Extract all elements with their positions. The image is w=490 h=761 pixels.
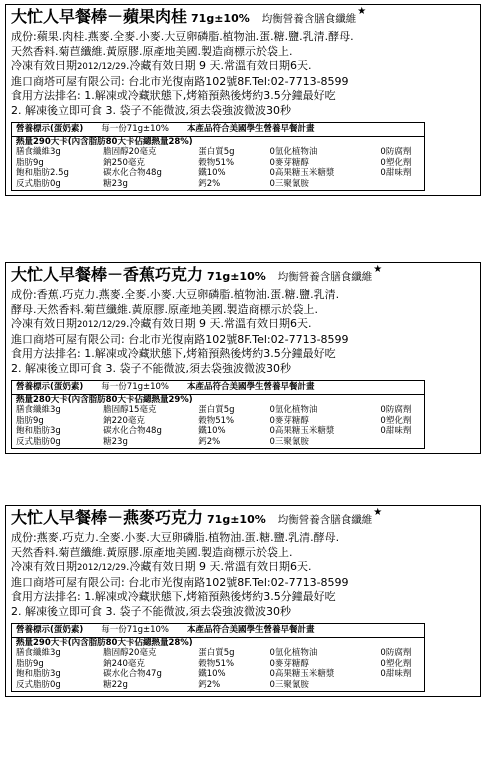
ingredients-line-2: 天然香料.菊苣纖維.黃原膠.原產地美國.製造商標示於袋上. [11,44,293,58]
product-title: 大忙人早餐棒－蘋果肉桂 [11,7,188,26]
nutrient-cell: 0氫化植物油 [269,405,318,415]
nutrient-cell: 0氫化植物油 [269,147,318,157]
nutrition-header-cell: 本產品符合美國學生營養早餐計畫 [187,382,315,392]
nutrient-cell: 脂肪9g [16,658,44,669]
nutrient-cell: 飽和脂肪3g [16,669,61,679]
nutrition-row [16,437,420,448]
ingredients-line-2: 天然香料.菊苣纖維.黃原膠.原產地美國.製造商標示於袋上. [11,545,293,559]
nutrient-cell: 鐵10% [198,168,226,178]
expiry-date: 2012/12/29 [77,62,126,72]
star-icon: ★ [373,264,383,275]
nutrient-cell: 0甜味劑 [380,168,412,178]
tagline: 均衡營養含膳食纖維 [277,514,373,526]
tagline: 均衡營養含膳食纖維 [277,271,373,283]
nutrient-cell: 反式脂肪0g [16,679,61,690]
nutrient-cell: 膳食纖維3g [16,648,61,658]
nutrition-table [11,623,425,692]
usage-line: 食用方法排名: 1.解凍或冷藏狀態下,烤箱預熱後烤約3.5分鐘最好吃 [11,347,336,360]
expiry-line [11,59,476,75]
nutrition-body [12,638,424,692]
product-label [5,262,481,454]
importer-line: 進口商塔可屋有限公司: 台北市光復南路102號8F.Tel:02-7713-8599 [11,575,349,589]
nutrient-cell: 鐵10% [198,426,226,436]
nutrient-cell: 0防腐劑 [380,648,412,658]
calories-row: 熱量280大卡(內含脂肪80大卡佔總熱量29%) [16,394,193,405]
nutrient-cell [380,179,420,190]
nutrient-cell: 0高果糖玉米糖漿 [269,669,335,679]
nutrition-header-cell: 每一份71g±10% [101,625,170,635]
nutrition-row [16,405,420,416]
nutrition-header-cell: 每一份71g±10% [101,382,170,392]
nutrition-header-cell: 每一份71g±10% [101,124,170,134]
nutrient-cell [380,680,420,691]
expiry-prefix: 冷凍有效日期 [11,560,77,573]
nutrient-cell: 糖23g [103,178,128,189]
nutrition-row [16,179,420,190]
nutrient-cell: 0塑化劑 [380,157,412,168]
nutrient-cell: 穀物51% [198,157,235,168]
importer-line: 進口商塔可屋有限公司: 台北市光復南路102號8F.Tel:02-7713-8599 [11,332,349,346]
nutrient-cell: 0塑化劑 [380,415,412,426]
nutrient-cell: 穀物51% [198,415,235,426]
usage-line: 食用方法排名: 1.解凍或冷藏狀態下,烤箱預熱後烤約3.5分鐘最好吃 [11,89,336,102]
nutrition-row [16,648,420,659]
nutrient-cell: 脂肪9g [16,415,44,426]
nutrition-row [16,416,420,427]
nutrient-cell: 鈣2% [198,679,221,690]
nutrition-header-cell: 營養標示(蛋奶素) [16,382,84,392]
nutrient-cell: 0三聚氰胺 [269,436,309,447]
nutrient-cell: 0防腐劑 [380,405,412,415]
nutrition-header [12,624,424,638]
nutrient-cell: 糖22g [103,679,128,690]
nutrient-cell: 飽和脂肪3g [16,426,61,436]
nutrient-cell: 膽固醇20毫克 [103,147,157,157]
nutrition-row [16,168,420,179]
nutrient-cell: 膽固醇15毫克 [103,405,157,415]
nutrient-cell: 鈣2% [198,178,221,189]
expiry-date: 2012/12/29 [77,563,126,573]
ingredients-line: 成份:蘋果.肉桂.燕麥.全麥.小麥.大豆卵磷脂.植物油.蛋.糖.鹽.乳清.酵母. [11,30,354,43]
nutrition-body [12,137,424,191]
nutrition-body [12,395,424,449]
nutrient-cell: 飽和脂肪2.5g [16,168,69,178]
nutrient-cell [380,437,420,448]
nutrition-header-cell: 本產品符合美國學生營養早餐計畫 [187,625,315,635]
nutrient-cell: 0防腐劑 [380,147,412,157]
nutrient-cell: 碳水化合物47g [103,669,162,679]
nutrient-cell: 鈣2% [198,436,221,447]
net-weight: 71g±10% [207,270,266,283]
nutrient-cell: 蛋白質5g [198,147,235,157]
nutrition-table [11,380,425,449]
star-icon: ★ [373,507,383,518]
nutrient-cell: 0氫化植物油 [269,648,318,658]
usage-line-2: 2. 解凍後立即可食 3. 袋子不能微波,須去袋強波微波30秒 [11,604,291,618]
nutrient-cell: 0麥芽糖醇 [269,658,309,669]
nutrient-cell: 蛋白質5g [198,648,235,658]
nutrient-cell: 碳水化合物48g [103,168,162,178]
nutrient-cell: 碳水化合物48g [103,426,162,436]
nutrition-row [16,147,420,158]
tagline: 均衡營養含膳食纖維 [261,13,357,25]
product-label [5,505,481,697]
nutrient-cell: 膳食纖維3g [16,405,61,415]
nutrient-cell: 穀物51% [198,658,235,669]
ingredients-line: 成份:燕麥.巧克力.全麥.小麥.大豆卵磷脂.植物油.蛋.糖.鹽.乳清.酵母. [11,531,340,544]
nutrition-row [16,426,420,437]
ingredients-line: 成份:香蕉.巧克力.燕麥.全麥.小麥.大豆卵磷脂.植物油.蛋.糖.鹽.乳清. [11,288,340,301]
nutrition-row [16,680,420,691]
nutrition-row [16,669,420,680]
star-icon: ★ [357,6,367,17]
usage-line-2: 2. 解凍後立即可食 3. 袋子不能微波,須去袋強波微波30秒 [11,103,291,117]
usage-line-2: 2. 解凍後立即可食 3. 袋子不能微波,須去袋強波微波30秒 [11,361,291,375]
importer-line: 進口商塔可屋有限公司: 台北市光復南路102號8F.Tel:02-7713-8599 [11,74,349,88]
title-row [11,265,476,288]
calories-row: 熱量290大卡(內含脂肪80大卡佔總熱量28%) [16,136,193,147]
nutrient-cell: 膳食纖維3g [16,147,61,157]
expiry-suffix: .冷藏有效日期 9 天.常溫有效日期6天. [126,317,312,330]
nutrient-cell: 0麥芽糖醇 [269,157,309,168]
net-weight: 71g±10% [191,12,250,25]
nutrition-table [11,122,425,191]
expiry-prefix: 冷凍有效日期 [11,59,77,72]
expiry-suffix: .冷藏有效日期 9 天.常溫有效日期6天. [126,59,312,72]
nutrient-cell: 0高果糖玉米糖漿 [269,168,335,178]
nutrient-cell: 脂肪9g [16,157,44,168]
nutrition-header-cell: 營養標示(蛋奶素) [16,625,84,635]
expiry-date: 2012/12/29 [77,320,126,330]
expiry-prefix: 冷凍有效日期 [11,317,77,330]
nutrient-cell: 膽固醇20毫克 [103,648,157,658]
nutrition-row [16,158,420,169]
nutrient-cell: 0塑化劑 [380,658,412,669]
nutrient-cell: 反式脂肪0g [16,436,61,447]
nutrition-row [16,659,420,670]
expiry-suffix: .冷藏有效日期 9 天.常溫有效日期6天. [126,560,312,573]
nutrition-header [12,123,424,137]
product-label [5,4,481,196]
nutrition-header-cell: 營養標示(蛋奶素) [16,124,84,134]
nutrient-cell: 0三聚氰胺 [269,178,309,189]
nutrient-cell: 0甜味劑 [380,669,412,679]
ingredients-line-2: 酵母.天然香料.菊苣纖維.黃原膠.原產地美國.製造商標示於袋上. [11,302,318,316]
expiry-line [11,560,476,576]
nutrient-cell: 0甜味劑 [380,426,412,436]
nutrient-cell: 糖23g [103,436,128,447]
product-title: 大忙人早餐棒－燕麥巧克力 [11,508,204,527]
nutrient-cell: 0三聚氰胺 [269,679,309,690]
nutrient-cell: 鈉240毫克 [103,658,145,669]
usage-line: 食用方法排名: 1.解凍或冷藏狀態下,烤箱預熱後烤約3.5分鐘最好吃 [11,590,336,603]
nutrient-cell: 鈉250毫克 [103,157,145,168]
nutrient-cell: 鈉220毫克 [103,415,145,426]
calories-row: 熱量290大卡(內含脂肪80大卡佔總熱量28%) [16,637,193,648]
expiry-line [11,317,476,333]
nutrient-cell: 反式脂肪0g [16,178,61,189]
nutrient-cell: 0麥芽糖醇 [269,415,309,426]
product-title: 大忙人早餐棒－香蕉巧克力 [11,265,204,284]
nutrient-cell: 0高果糖玉米糖漿 [269,426,335,436]
nutrition-header [12,381,424,395]
nutrition-header-cell: 本產品符合美國學生營養早餐計畫 [187,124,315,134]
title-row [11,508,476,531]
nutrient-cell: 蛋白質5g [198,405,235,415]
net-weight: 71g±10% [207,513,266,526]
title-row [11,7,476,30]
nutrient-cell: 鐵10% [198,669,226,679]
